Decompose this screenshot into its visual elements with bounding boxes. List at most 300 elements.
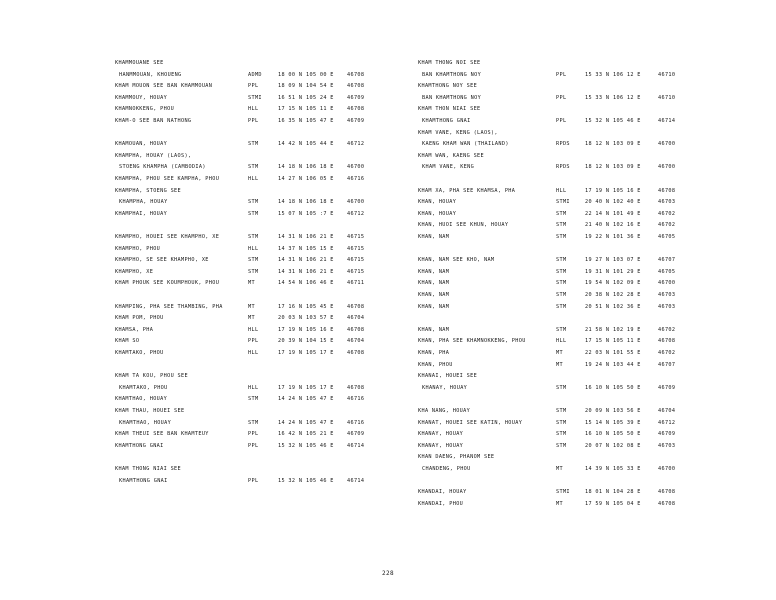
place-name: KHAM WAN, KAENG SEE <box>418 152 484 159</box>
gazetteer-entry <box>115 58 375 68</box>
feature-type: STM <box>556 326 567 333</box>
longitude: 103 09 E <box>613 164 641 171</box>
place-name: KHAMNOKKENG, PHOU <box>115 106 175 113</box>
place-name: KHAMTHONG NOY SEE <box>418 83 478 90</box>
longitude: 102 28 E <box>613 292 641 298</box>
longitude: 106 12 E <box>613 94 641 101</box>
gazetteer-entry <box>115 244 375 254</box>
gazetteer-entry <box>115 336 375 346</box>
place-name: STOENG KHAMPHA (CAMBODIA) <box>119 164 206 171</box>
sheet-code: 46703 <box>658 292 676 298</box>
gazetteer-entry <box>418 278 708 288</box>
sheet-code: 46700 <box>347 164 365 171</box>
longitude: 104 15 E <box>306 338 334 345</box>
place-name: KHAN DAENG, PHANOM SEE <box>418 454 495 461</box>
gazetteer-entry <box>115 128 375 138</box>
longitude: 106 12 E <box>613 71 641 78</box>
gazetteer-entry <box>115 278 375 288</box>
longitude: 106 46 E <box>306 280 334 287</box>
longitude: 103 07 E <box>613 257 641 264</box>
longitude: 105 11 E <box>613 338 641 345</box>
gazetteer-entry <box>115 371 375 381</box>
place-name: KHAMTAKO, PHOU <box>115 350 164 356</box>
gazetteer-entry <box>115 174 375 184</box>
longitude: 106 21 E <box>306 268 334 275</box>
latitude: 22 14 N <box>585 210 610 217</box>
latitude: 21 58 N <box>585 326 610 333</box>
feature-type: STM <box>556 292 567 298</box>
place-name: BAN KHAMTHONG NOY <box>422 71 482 78</box>
sheet-code: 46715 <box>347 257 365 264</box>
feature-type: MT <box>248 280 255 287</box>
latitude: 14 24 N <box>278 396 303 403</box>
sheet-code: 46707 <box>658 257 676 264</box>
sheet-code: 46711 <box>347 280 365 287</box>
gazetteer-entry <box>418 209 708 219</box>
longitude: 105 46 E <box>306 477 334 484</box>
place-name: KHAMTHONG GNAI <box>119 477 168 484</box>
place-name: KHAM MOUON SEE BAN KHAMMOUAN <box>115 83 213 90</box>
place-name: KHAMTHONG GNAI <box>422 118 471 124</box>
place-name: KHAM THON NIAI SEE <box>418 106 481 113</box>
longitude: 105 50 E <box>613 384 641 391</box>
place-name: KHAN, NAM <box>418 234 450 240</box>
sheet-code: 46709 <box>347 118 365 124</box>
page-number: 228 <box>381 570 395 577</box>
feature-type: STM <box>248 396 259 403</box>
gazetteer-entry <box>418 441 708 451</box>
sheet-code: 46712 <box>347 210 365 217</box>
latitude: 18 12 N <box>585 164 610 171</box>
latitude: 20 09 N <box>585 408 610 414</box>
place-name: KHAM SO <box>115 338 140 345</box>
gazetteer-entry <box>418 336 708 346</box>
gazetteer-entry <box>115 70 375 80</box>
place-name: KHAMSA, PHA <box>115 326 154 333</box>
sheet-code: 46715 <box>347 245 365 252</box>
place-name: KHAM PHOUK SEE KOUMPHOUK, PHOU <box>115 280 220 287</box>
feature-type: MT <box>248 303 255 310</box>
latitude: 17 15 N <box>278 106 303 113</box>
longitude: 103 57 E <box>306 315 334 322</box>
longitude: 105 17 E <box>306 384 334 391</box>
sheet-code: 46708 <box>347 384 365 391</box>
gazetteer-entry <box>418 232 708 242</box>
gazetteer-entry <box>418 290 708 300</box>
place-name: KHAN, PHA <box>418 350 450 356</box>
place-name: KHAMPHO, XE <box>115 268 154 275</box>
feature-type: HLL <box>248 176 259 182</box>
gazetteer-entry <box>418 220 708 230</box>
latitude: 16 10 N <box>585 431 610 438</box>
latitude: 14 42 N <box>278 141 303 148</box>
gazetteer-entry <box>115 104 375 114</box>
place-name: KHAMPING, PHA SEE THAMBING, PHA <box>115 303 223 310</box>
latitude: 15 33 N <box>585 94 610 101</box>
gazetteer-entry <box>115 139 375 149</box>
latitude: 16 35 N <box>278 118 303 124</box>
sheet-code: 46704 <box>658 408 676 414</box>
latitude: 20 39 N <box>278 338 303 345</box>
sheet-code: 46712 <box>347 141 365 148</box>
latitude: 14 18 N <box>278 199 303 206</box>
feature-type: STMI <box>248 94 262 101</box>
sheet-code: 46700 <box>658 280 676 287</box>
place-name: KHAMPHA, HOUAY (LAOS), <box>115 152 192 159</box>
place-name: KHAM TA KOU, PHOU SEE <box>115 373 188 380</box>
sheet-code: 46705 <box>658 234 676 240</box>
feature-type: PPL <box>556 118 567 124</box>
sheet-code: 46702 <box>658 222 676 229</box>
latitude: 17 19 N <box>585 187 610 194</box>
latitude: 21 40 N <box>585 222 610 229</box>
gazetteer-entry <box>418 116 708 126</box>
sheet-code: 46702 <box>658 326 676 333</box>
feature-type: MT <box>556 350 563 356</box>
sheet-code: 46710 <box>658 94 676 101</box>
place-name: KHAM THONG NOI SEE <box>418 60 481 66</box>
feature-type: HLL <box>248 245 259 252</box>
gazetteer-entry <box>418 93 708 103</box>
gazetteer-entry <box>115 162 375 172</box>
longitude: 106 21 E <box>306 257 334 264</box>
longitude: 105 :7 E <box>306 210 334 217</box>
gazetteer-entry <box>115 429 375 439</box>
feature-type: STM <box>556 419 567 426</box>
latitude: 20 40 N <box>585 199 610 206</box>
longitude: 101 29 E <box>613 268 641 275</box>
gazetteer-entry <box>418 360 708 370</box>
sheet-code: 46708 <box>347 326 365 333</box>
feature-type: STM <box>556 384 567 391</box>
latitude: 14 18 N <box>278 164 303 171</box>
latitude: 20 07 N <box>585 442 610 449</box>
feature-type: PPL <box>556 71 567 78</box>
place-name: KHAMMOUANE SEE <box>115 60 164 66</box>
feature-type: MT <box>556 361 563 368</box>
place-name: KHAMPHO, HOUEI SEE KHAMPHO, XE <box>115 234 220 240</box>
sheet-code: 46705 <box>658 268 676 275</box>
place-name: KHAM VANE, KENG (LAOS), <box>418 129 498 136</box>
feature-type: HLL <box>248 106 259 113</box>
longitude: 105 33 E <box>613 466 641 472</box>
place-name: KHAN, HOUAY <box>418 199 457 206</box>
place-name: KHAN, NAM <box>418 303 450 310</box>
feature-type: PPL <box>248 431 259 438</box>
sheet-code: 46709 <box>658 384 676 391</box>
feature-type: ADMD <box>248 71 262 78</box>
gazetteer-entry <box>418 70 708 80</box>
sheet-code: 46715 <box>347 268 365 275</box>
feature-type: PPL <box>248 477 259 484</box>
gazetteer-entry <box>115 93 375 103</box>
longitude: 105 47 E <box>306 118 334 124</box>
sheet-code: 46710 <box>658 71 676 78</box>
feature-type: STM <box>556 303 567 310</box>
longitude: 101 49 E <box>613 210 641 217</box>
place-name: KHANAI, HOUEI SEE <box>418 373 478 380</box>
longitude: 106 21 E <box>306 234 334 240</box>
sheet-code: 46715 <box>347 234 365 240</box>
longitude: 105 04 E <box>613 500 641 507</box>
longitude: 103 09 E <box>613 141 641 148</box>
feature-type: MT <box>556 466 563 472</box>
longitude: 102 16 E <box>613 222 641 229</box>
gazetteer-entry <box>115 418 375 428</box>
feature-type: RPDS <box>556 141 570 148</box>
gazetteer-entry <box>115 209 375 219</box>
longitude: 105 50 E <box>613 431 641 438</box>
gazetteer-entry <box>115 348 375 358</box>
gazetteer-entry <box>418 313 708 323</box>
feature-type: HLL <box>248 350 259 356</box>
latitude: 19 31 N <box>585 268 610 275</box>
latitude: 19 54 N <box>585 280 610 287</box>
place-name: KHAMPHA, STOENG SEE <box>115 187 181 194</box>
place-name: KHAM-O SEE BAN NATHONG <box>115 118 192 124</box>
latitude: 17 15 N <box>585 338 610 345</box>
feature-type: PPL <box>248 83 259 90</box>
gazetteer-entry <box>115 476 375 486</box>
sheet-code: 46707 <box>658 361 676 368</box>
latitude: 15 32 N <box>278 442 303 449</box>
latitude: 14 39 N <box>585 466 610 472</box>
gazetteer-entry <box>418 464 708 474</box>
latitude: 20 51 N <box>585 303 610 310</box>
gazetteer-entry <box>418 267 708 277</box>
latitude: 20 03 N <box>278 315 303 322</box>
place-name: KHANAY, HOUAY <box>418 431 464 438</box>
feature-type: PPL <box>556 94 567 101</box>
feature-type: STM <box>556 222 567 229</box>
feature-type: STM <box>556 280 567 287</box>
place-name: KHAMPHA, PHOU SEE KAMPHA, PHOU <box>115 176 220 182</box>
feature-type: STM <box>248 268 259 275</box>
feature-type: MT <box>248 315 255 322</box>
longitude: 106 18 E <box>306 199 334 206</box>
latitude: 15 32 N <box>585 118 610 124</box>
latitude: 15 32 N <box>278 477 303 484</box>
feature-type: STM <box>556 210 567 217</box>
place-name: KHAMPHO, SE SEE KHAMPHO, XE <box>115 257 209 264</box>
place-name: KHAM THONG NIAI SEE <box>115 466 181 472</box>
latitude: 14 31 N <box>278 234 303 240</box>
feature-type: STM <box>248 234 259 240</box>
longitude: 102 19 E <box>613 326 641 333</box>
place-name: KHAN, PHA SEE KHAMNOKKENG, PHOU <box>418 338 526 345</box>
latitude: 17 19 N <box>278 326 303 333</box>
longitude: 106 05 E <box>306 176 334 182</box>
gazetteer-entry <box>115 186 375 196</box>
sheet-code: 46703 <box>658 303 676 310</box>
feature-type: MT <box>556 500 563 507</box>
gazetteer-entry <box>418 151 708 161</box>
feature-type: HLL <box>248 384 259 391</box>
longitude: 102 08 E <box>613 442 641 449</box>
gazetteer-entry <box>115 220 375 230</box>
place-name: KHAN, HUOI SEE KHUN, HOUAY <box>418 222 509 229</box>
gazetteer-entry <box>418 429 708 439</box>
gazetteer-entry <box>418 302 708 312</box>
feature-type: PPL <box>248 338 259 345</box>
gazetteer-entry <box>115 452 375 462</box>
latitude: 17 59 N <box>585 500 610 507</box>
latitude: 16 10 N <box>585 384 610 391</box>
latitude: 20 38 N <box>585 292 610 298</box>
place-name: KHAMPHO, PHOU <box>115 245 161 252</box>
gazetteer-entry <box>418 325 708 335</box>
latitude: 14 31 N <box>278 257 303 264</box>
place-name: KHAN, NAM <box>418 280 450 287</box>
sheet-code: 46714 <box>658 118 676 124</box>
place-name: KHAMOUAN, HOUAY <box>115 141 168 148</box>
latitude: 17 16 N <box>278 303 303 310</box>
feature-type: STMI <box>556 199 570 206</box>
gazetteer-entry <box>115 441 375 451</box>
place-name: KHAN, HOUAY <box>418 210 457 217</box>
gazetteer-entry <box>418 162 708 172</box>
gazetteer-entry <box>418 244 708 254</box>
place-name: KHAN, NAM <box>418 292 450 298</box>
place-name: KHAMPHA, HOUAY <box>119 199 168 206</box>
place-name: KHANAY, HOUAY <box>422 384 468 391</box>
gazetteer-entry <box>115 464 375 474</box>
feature-type: HLL <box>248 326 259 333</box>
feature-type: STM <box>248 164 259 171</box>
longitude: 105 46 E <box>613 118 641 124</box>
place-name: KHAN, NAM <box>418 268 450 275</box>
latitude: 18 12 N <box>585 141 610 148</box>
gazetteer-entry <box>115 383 375 393</box>
longitude: 105 15 E <box>306 245 334 252</box>
latitude: 19 24 N <box>585 361 610 368</box>
longitude: 105 47 E <box>306 419 334 426</box>
gazetteer-entry <box>418 452 708 462</box>
place-name: KHAM THEUI SEE BAN KHAMTEUY <box>115 431 209 438</box>
longitude: 105 16 E <box>613 187 641 194</box>
latitude: 18 09 N <box>278 83 303 90</box>
gazetteer-entry <box>115 302 375 312</box>
place-name: KHAN, NAM SEE KHO, NAM <box>418 257 495 264</box>
sheet-code: 46708 <box>347 83 365 90</box>
place-name: KHANDAI, PHOU <box>418 500 464 507</box>
place-name: KHAMMOUY, HOUAY <box>115 94 168 101</box>
feature-type: PPL <box>248 442 259 449</box>
feature-type: PPL <box>248 118 259 124</box>
sheet-code: 46700 <box>658 141 676 148</box>
place-name: KHANDAI, HOUAY <box>418 489 467 496</box>
sheet-code: 46708 <box>347 350 365 356</box>
gazetteer-entry <box>418 487 708 497</box>
feature-type: STMI <box>556 489 570 496</box>
latitude: 14 37 N <box>278 245 303 252</box>
sheet-code: 46708 <box>658 187 676 194</box>
sheet-code: 46700 <box>347 199 365 206</box>
latitude: 14 31 N <box>278 268 303 275</box>
gazetteer-entry <box>115 267 375 277</box>
gazetteer-entry <box>115 255 375 265</box>
longitude: 105 11 E <box>306 106 334 113</box>
sheet-code: 46708 <box>658 489 676 496</box>
latitude: 15 14 N <box>585 419 610 426</box>
sheet-code: 46703 <box>658 199 676 206</box>
gazetteer-entry <box>418 104 708 114</box>
place-name: KHAMPHAI, HOUAY <box>115 210 168 217</box>
sheet-code: 46704 <box>347 315 365 322</box>
gazetteer-entry <box>418 139 708 149</box>
longitude: 103 56 E <box>613 408 641 414</box>
latitude: 14 54 N <box>278 280 303 287</box>
latitude: 14 24 N <box>278 419 303 426</box>
sheet-code: 46714 <box>347 477 365 484</box>
longitude: 104 28 E <box>613 489 641 496</box>
feature-type: STM <box>556 268 567 275</box>
longitude: 105 45 E <box>306 303 334 310</box>
place-name: KHAM VANE, KENG <box>422 164 475 171</box>
gazetteer-entry <box>418 186 708 196</box>
feature-type: STM <box>556 408 567 414</box>
longitude: 105 21 E <box>306 431 334 438</box>
longitude: 102 09 E <box>613 280 641 287</box>
sheet-code: 46714 <box>347 442 365 449</box>
gazetteer-entry <box>115 325 375 335</box>
gazetteer-entry <box>418 499 708 509</box>
sheet-code: 46716 <box>347 176 365 182</box>
latitude: 18 01 N <box>585 489 610 496</box>
gazetteer-entry <box>115 394 375 404</box>
longitude: 102 40 E <box>613 199 641 206</box>
place-name: KHAMTHONG GNAI <box>115 442 164 449</box>
gazetteer-entry <box>418 418 708 428</box>
gazetteer-entry <box>418 371 708 381</box>
place-name: KHAM XA, PHA SEE KHAMSA, PHA <box>418 187 516 194</box>
place-name: KHAMTHAO, HOUAY <box>119 419 172 426</box>
feature-type: STM <box>248 210 259 217</box>
sheet-code: 46702 <box>658 350 676 356</box>
latitude: 17 19 N <box>278 350 303 356</box>
longitude: 105 47 E <box>306 396 334 403</box>
gazetteer-entry <box>115 151 375 161</box>
sheet-code: 46709 <box>658 431 676 438</box>
feature-type: STM <box>248 141 259 148</box>
sheet-code: 46703 <box>658 442 676 449</box>
place-name: KHAN, NAM <box>418 326 450 333</box>
gazetteer-entry <box>418 383 708 393</box>
longitude: 104 54 E <box>306 83 334 90</box>
place-name: KHAMTAKO, PHOU <box>119 384 168 391</box>
place-name: KAENG KHAM WAN (THAILAND) <box>422 141 509 148</box>
place-name: HANMMOUAN, KHOUENG <box>119 71 182 78</box>
gazetteer-entry <box>418 81 708 91</box>
gazetteer-entry <box>418 197 708 207</box>
longitude: 105 44 E <box>306 141 334 148</box>
gazetteer-entry <box>115 406 375 416</box>
feature-type: RPDS <box>556 164 570 171</box>
sheet-code: 46708 <box>347 71 365 78</box>
sheet-code: 46709 <box>347 431 365 438</box>
longitude: 105 39 E <box>613 419 641 426</box>
gazetteer-entry <box>418 394 708 404</box>
gazetteer-entry <box>115 360 375 370</box>
sheet-code: 46716 <box>347 396 365 403</box>
latitude: 14 27 N <box>278 176 303 182</box>
gazetteer-entry <box>115 290 375 300</box>
sheet-code: 46712 <box>658 419 676 426</box>
longitude: 105 46 E <box>306 442 334 449</box>
place-name: KHAM POM, PHOU <box>115 315 164 322</box>
gazetteer-entry <box>418 476 708 486</box>
feature-type: STM <box>556 431 567 438</box>
